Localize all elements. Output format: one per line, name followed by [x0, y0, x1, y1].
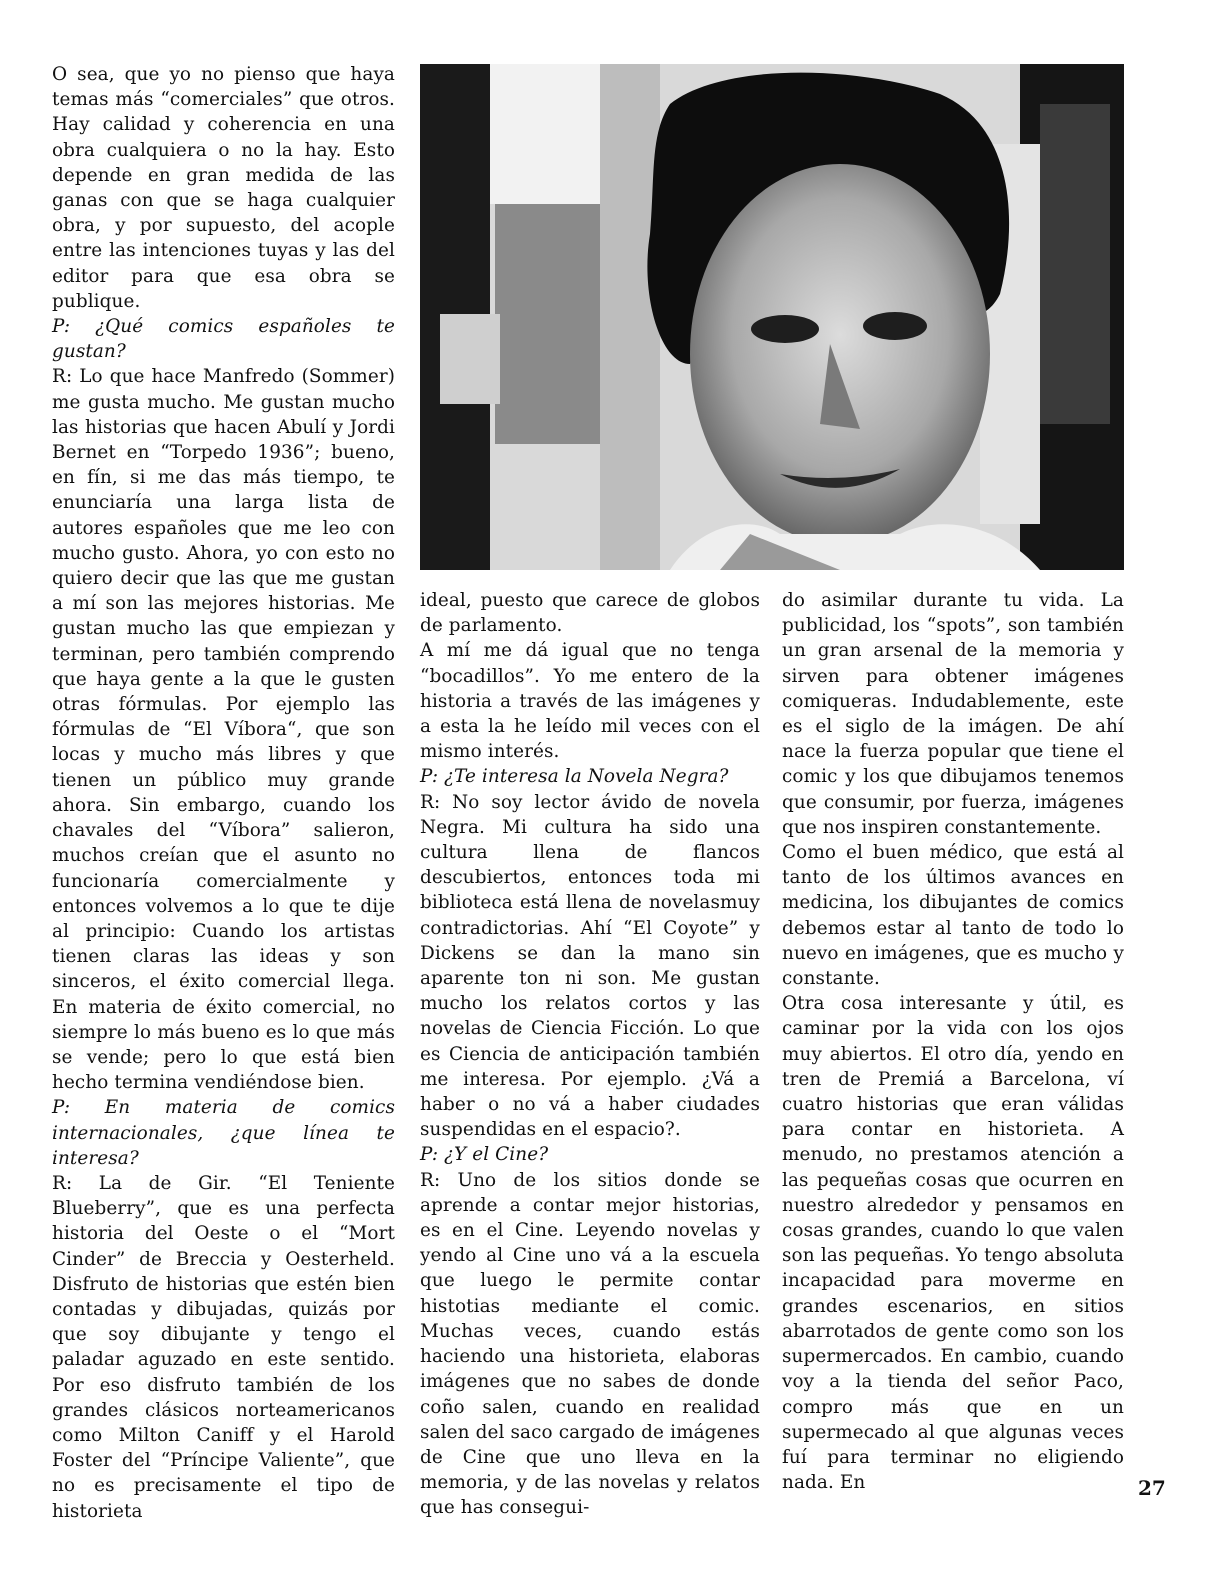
interview-answer: Otra cosa interesante y útil, es caminar por la vida con los ojos muy abiertos. El otro día, yendo en tren de Premiá a Barcelona, ví cuatro historias que eran válidas para contar en historieta. A menudo, no prestamos atención a las pequeñas cosas que ocurren en nuestro alrededor y pensamos en cosas grandes, cuando lo que valen son las pequeñas. Yo tengo absoluta incapacidad para moverme en grandes escenarios, en sitios abarrotados de gente como son los supermercados. En cambio, cuando voy a la tienda del señor Paco, compro más que en un supermecado al que algunas veces fuí para terminar no eligiendo nada. En: [782, 993, 1124, 1494]
text-column-1: [52, 62, 395, 1524]
interview-answer: O sea, que yo no pienso que haya temas más “comerciales” que otros. Hay calidad y coherencia en una obra cualquiera o no la hay. Esto depende en gran medida de las ganas con que se haga cualquier obra, y por supuesto, del acople entre las intenciones tuyas y las del editor para que esa obra se publique.: [52, 64, 395, 312]
interview-answer: ideal, puesto que carece de globos de parlamento.: [420, 590, 760, 637]
interview-question: P: ¿Y el Cine?: [420, 1144, 549, 1166]
text-column-3: [782, 588, 1124, 1495]
interview-answer: Como el buen médico, que está al tanto de los últimos avances en medicina, los dibujantes de comics debemos estar al tanto de todo lo nuevo en imágenes, que es mucho y constante.: [782, 842, 1124, 990]
interview-answer: R: La de Gir. “El Teniente Blueberry”, que es una perfecta historia del Oeste o el “Mort Cinder” de Breccia y Oesterheld. Disfruto de historias que estén bien contadas y dibujadas, quizás por que soy dibujante y tengo el paladar aguzado en este sentido. Por eso disfruto también de los grandes clásicos norteamericanos como Milton Caniff y el Harold Foster del “Príncipe Valiente”, que no es precisamente el tipo de historieta: [52, 1172, 395, 1522]
portrait-photo: [420, 64, 1124, 570]
interview-question: P: ¿Te interesa la Novela Negra?: [420, 766, 729, 788]
interview-answer: R: Uno de los sitios donde se aprende a contar mejor historias, es en el Cine. Leyendo novelas y yendo al Cine uno vá a la escuela que luego le permite contar histotias mediante el comic. Muchas veces, cuando estás haciendo una historieta, elaboras imágenes que no sabes de donde coño salen, cuando en realidad salen del saco cargado de imágenes de Cine que uno lleva en la memoria, y de las novelas y relatos que has consegui-: [420, 1169, 760, 1519]
page-number: 27: [1138, 1476, 1166, 1500]
interview-question: P: ¿Qué comics españoles te gustan?: [52, 316, 395, 363]
interview-answer: do asimilar durante tu vida. La publicidad, los “spots”, son también un gran arsenal de la memoria y sirven para obtener imágenes comiqueras. Indudablemente, este es el siglo de la imágen. De ahí nace la fuerza popular que tiene el comic y los que dibujamos tenemos que consumir, por fuerza, imágenes que nos inspiren constantemente.: [782, 590, 1124, 838]
interview-question: P: En materia de comics internacionales, ¿que línea te interesa?: [52, 1097, 395, 1169]
text-column-2: [420, 588, 760, 1521]
interview-answer: R: Lo que hace Manfredo (Sommer) me gusta mucho. Me gustan mucho las historias que hacen Abulí y Jordi Bernet en “Torpedo 1936”; bueno, en fín, si me das más tiempo, te enunciaría una larga lista de autores españoles que me leo con mucho gusto. Ahora, yo con esto no quiero decir que las que me gustan a mí son las mejores historias. Me gustan mucho las que empiezan y terminan, pero también comprendo que haya gente a la que le gusten otras fórmulas. Por ejemplo las fórmulas de “El Víbora“, que son locas y mucho más libres y que tienen un público muy grande ahora. Sin embargo, cuando los chavales del “Víbora” salieron, muchos creían que el asunto no funcionaría comercialmente y entonces volvemos a lo que te dije al principio: Cuando los artistas tienen claras las ideas y son sinceros, el éxito comercial llega. En materia de éxito comercial, no siempre lo más bueno es lo que más se vende; pero lo que está bien hecho termina vendiéndose bien.: [52, 366, 395, 1094]
interview-answer: R: No soy lector ávido de novela Negra. Mi cultura ha sido una cultura llena de flancos descubiertos, entonces toda mi biblioteca está llena de novelasmuy contradictorias. Ahí “El Coyote” y Dickens se dan la mano sin aparente ton ni son. Me gustan mucho los relatos cortos y las novelas de Ciencia Ficción. Lo que es Ciencia de anticipación también me interesa. Por ejemplo. ¿Vá a haber o no vá a haber ciudades suspendidas en el espacio?.: [420, 791, 760, 1141]
interview-answer: A mí me dá igual que no tenga “bocadillos”. Yo me entero de la historia a través de las imágenes y a esta la he leído mil veces con el mismo interés.: [420, 640, 760, 763]
